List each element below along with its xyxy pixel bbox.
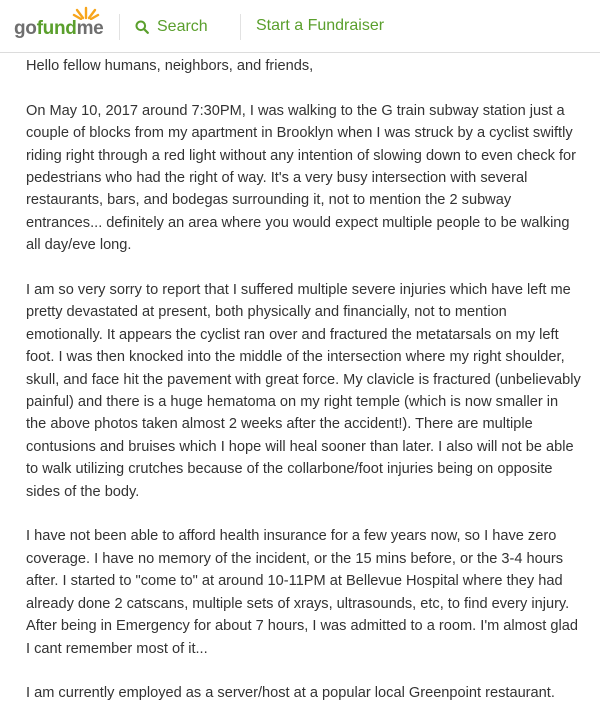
nav-divider: [240, 14, 241, 40]
story-greeting: Hello fellow humans, neighbors, and friends,: [26, 58, 314, 74]
campaign-story: [26, 53, 581, 727]
logo-fund: fund: [36, 18, 77, 39]
search-icon: [135, 20, 149, 34]
search-button[interactable]: [135, 17, 208, 37]
gofundme-logo[interactable]: [14, 12, 106, 42]
top-nav-bar: [0, 0, 600, 53]
story-paragraph: I am so very sorry to report that I suffered multiple severe injuries which have left me pretty devastated at present, both physically and financially, not to mention emotionally. It appears the cyclist ran over and fractured the metatarsals on my left foot. I was then knocked into the middle of the intersection where my right shoulder, skull, and face hit the pavement with great force. My clavicle is fractured (unbelievably painful) and there is a huge hematoma on my right temple (which is now smaller in the above photos taken almost 2 weeks after the accident!). There are multiple contusions and bruises which I hope will heal sooner than later. I also will not be able to walk utilizing crutches because of the collarbone/foot injuries being on opposite sides of the body.: [26, 282, 581, 500]
story-paragraph: On May 10, 2017 around 7:30PM, I was walking to the G train subway station just a couple of blocks from my apartment in Brooklyn when I was struck by a cyclist swiftly riding right through a red light without any intention of slowing down to even check for pedestrians who had the right of way. It's a very busy intersection with several restaurants, bars, and bodegas surrounding it, not to mention the 2 subway entrances... definitely an area where you would expect multiple people to be walking all day/eve long.: [26, 102, 577, 254]
start-fundraiser-link[interactable]: Start a Fundraiser: [256, 17, 385, 34]
logo-me: me: [76, 18, 104, 39]
logo-go: go: [14, 18, 37, 39]
logo-wordmark: [14, 18, 103, 40]
story-paragraph: I am currently employed as a server/host at a popular local Greenpoint restaurant.: [26, 685, 555, 702]
nav-divider: [119, 14, 120, 40]
story-paragraph: I have not been able to afford health insurance for a few years now, so I have zero coverage. I have no memory of the incident, or the 15 mins before, or the 3-4 hours after. I started to "come to" at around 10-11PM at Bellevue Hospital where they had already done 2 catscans, multiple sets of xrays, ultrasounds, etc, to find every injury. After being in Emergency for about 7 hours, I was admitted to a room. I'm almost glad I cant remember most of it...: [26, 528, 578, 657]
search-label: Search: [157, 18, 208, 35]
